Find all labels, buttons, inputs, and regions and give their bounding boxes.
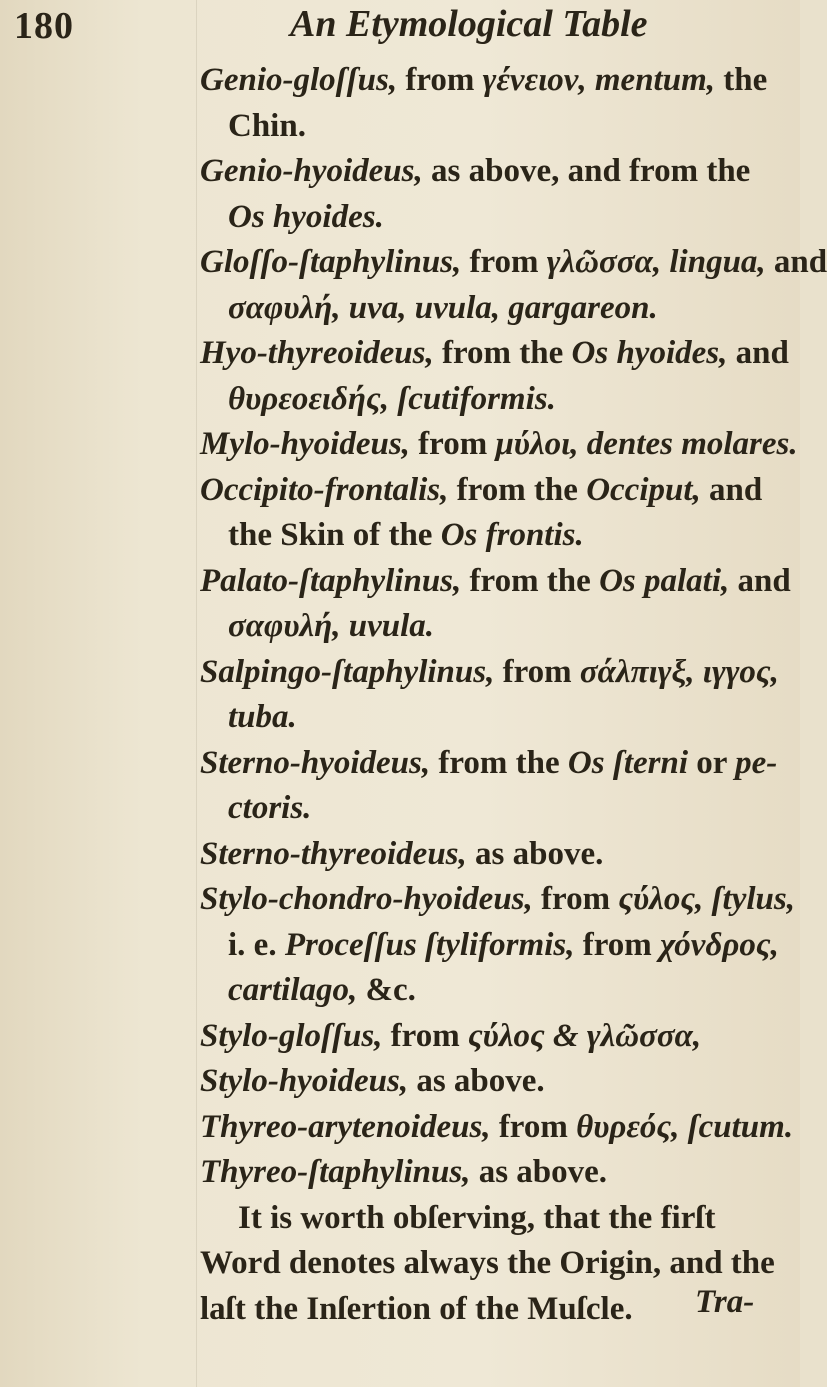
text-run: It is worth obſerving, that the firſt <box>238 1199 716 1236</box>
text-run <box>341 290 349 326</box>
italic-run: ιγγος, <box>702 653 779 690</box>
italic-run: pe- <box>735 744 778 781</box>
italic-run: uva, uvula, gargareon. <box>348 289 658 326</box>
italic-run: cartilago, <box>228 972 358 1008</box>
text-run: &c. <box>357 972 416 1008</box>
text-line <box>200 513 800 559</box>
text-line <box>200 286 800 332</box>
text-run: from <box>461 244 547 280</box>
text-run: as above. <box>466 835 604 872</box>
text-run: Chin. <box>228 107 306 144</box>
italic-run: Palato-ſtaphylinus, <box>200 562 462 599</box>
italic-run: Sterno-hyoideus, <box>200 744 431 781</box>
italic-run: Salpingo-ſtaphylinus, <box>200 653 495 690</box>
italic-run: γλῶσσα, <box>546 244 662 280</box>
text-run <box>579 426 587 462</box>
text-line <box>200 1150 800 1196</box>
text-run: from <box>409 426 496 462</box>
text-run: the <box>715 62 768 98</box>
text-run: and <box>765 244 827 280</box>
italic-run: Proceſſus ſtyliformis, <box>284 926 575 963</box>
text-run: from <box>382 1017 468 1054</box>
text-line <box>200 1105 800 1151</box>
text-run: Word denotes always the Origin, and the <box>200 1245 775 1281</box>
italic-run: Os hyoides. <box>228 198 384 235</box>
italic-run: uvula. <box>348 608 435 644</box>
text-run: and <box>729 562 791 599</box>
text-run <box>703 881 711 917</box>
italic-run: σαφυλή, <box>228 608 341 644</box>
italic-run: γένειον, <box>482 62 587 98</box>
italic-run: Occipito-frontalis, <box>200 471 449 508</box>
text-run: from the <box>461 562 600 599</box>
text-run: laſt the Inſertion of the Muſcle. <box>200 1290 633 1327</box>
italic-run: ςύλος & γλῶσσα, <box>467 1017 702 1054</box>
text-line <box>200 1059 800 1105</box>
text-line <box>200 604 800 650</box>
text-line <box>200 468 800 514</box>
text-run <box>679 1109 687 1145</box>
italic-run: Stylo-hyoideus, <box>200 1063 409 1099</box>
text-run: from <box>490 1108 577 1145</box>
italic-run: ctoris. <box>228 790 312 826</box>
text-line <box>200 331 800 377</box>
text-line <box>200 422 800 468</box>
italic-run: tuba. <box>228 699 297 735</box>
italic-run: Occiput, <box>586 471 701 508</box>
italic-run: Gloſſo-ſtaphylinus, <box>200 244 462 280</box>
italic-run: Mylo-hyoideus, <box>200 426 410 462</box>
text-run: as above. <box>470 1154 608 1190</box>
italic-run: Hyo-thyreoideus, <box>200 335 434 371</box>
italic-run: mentum, <box>594 62 715 98</box>
text-run: from <box>397 62 483 98</box>
text-run <box>341 608 349 644</box>
text-line <box>200 58 800 104</box>
text-line <box>200 104 800 150</box>
italic-run: ſtylus, <box>711 881 795 917</box>
italic-run: ſcutum. <box>687 1108 794 1145</box>
text-run: from <box>574 926 660 963</box>
italic-run: Sterno-thyreoideus, <box>200 835 467 872</box>
text-run <box>695 654 703 690</box>
text-line <box>200 923 800 969</box>
italic-run: Os ſterni <box>567 744 688 781</box>
italic-run: lingua, <box>669 244 766 280</box>
italic-run: μύλοι, <box>495 426 579 462</box>
text-line <box>200 650 800 696</box>
text-line <box>200 377 800 423</box>
text-run: from the <box>448 471 587 508</box>
text-run: and <box>727 335 789 371</box>
italic-run: Stylo-gloſſus, <box>200 1017 383 1054</box>
italic-run: Genio-gloſſus, <box>200 62 398 98</box>
text-run: from <box>532 881 619 917</box>
text-line <box>200 149 800 195</box>
text-line <box>200 240 827 286</box>
italic-run: Os frontis. <box>440 517 584 553</box>
italic-run: θυρεός, <box>576 1108 680 1145</box>
text-run: as above, and from the <box>422 153 751 189</box>
running-head: An Etymological Table <box>290 3 648 45</box>
text-line <box>200 195 800 241</box>
italic-run: θυρεοειδής, <box>228 380 390 417</box>
text-line <box>200 832 800 878</box>
text-line <box>200 877 800 923</box>
text-line <box>200 1241 800 1287</box>
text-line <box>200 786 800 832</box>
italic-run: Thyreo-arytenoideus, <box>200 1108 491 1145</box>
italic-run: Os hyoides, <box>571 335 728 371</box>
italic-run: σάλπιγξ, <box>579 653 695 690</box>
text-line <box>200 695 800 741</box>
text-run: from <box>494 653 580 690</box>
text-run: from the <box>430 744 568 781</box>
text-line <box>200 1196 800 1242</box>
italic-run: ſcutiformis. <box>397 380 556 417</box>
text-line <box>200 559 800 605</box>
text-run: from the <box>433 335 572 371</box>
text-run: the Skin of the <box>228 517 441 553</box>
italic-run: χόνδρος, <box>659 926 779 963</box>
text-line <box>200 968 800 1014</box>
text-run: i. e. <box>228 926 285 963</box>
italic-run: Stylo-chondro-hyoideus, <box>200 881 533 917</box>
italic-run: Thyreo-ſtaphylinus, <box>200 1154 471 1190</box>
page-number: 180 <box>14 5 74 47</box>
italic-run: Os palati, <box>599 562 730 599</box>
italic-run: σαφυλή, <box>228 289 341 326</box>
catchword: Tra- <box>695 1284 755 1320</box>
text-run <box>587 62 595 98</box>
italic-run: Genio-hyoideus, <box>200 153 423 189</box>
gutter-shadow <box>196 0 197 1387</box>
text-run: and <box>700 471 763 508</box>
text-line <box>200 741 800 787</box>
page-body <box>200 58 827 1332</box>
italic-run: ςύλος, <box>618 881 704 917</box>
text-line <box>200 1014 800 1060</box>
italic-run: dentes molares. <box>586 426 798 462</box>
text-run: as above. <box>408 1063 545 1099</box>
text-run: or <box>688 744 736 781</box>
